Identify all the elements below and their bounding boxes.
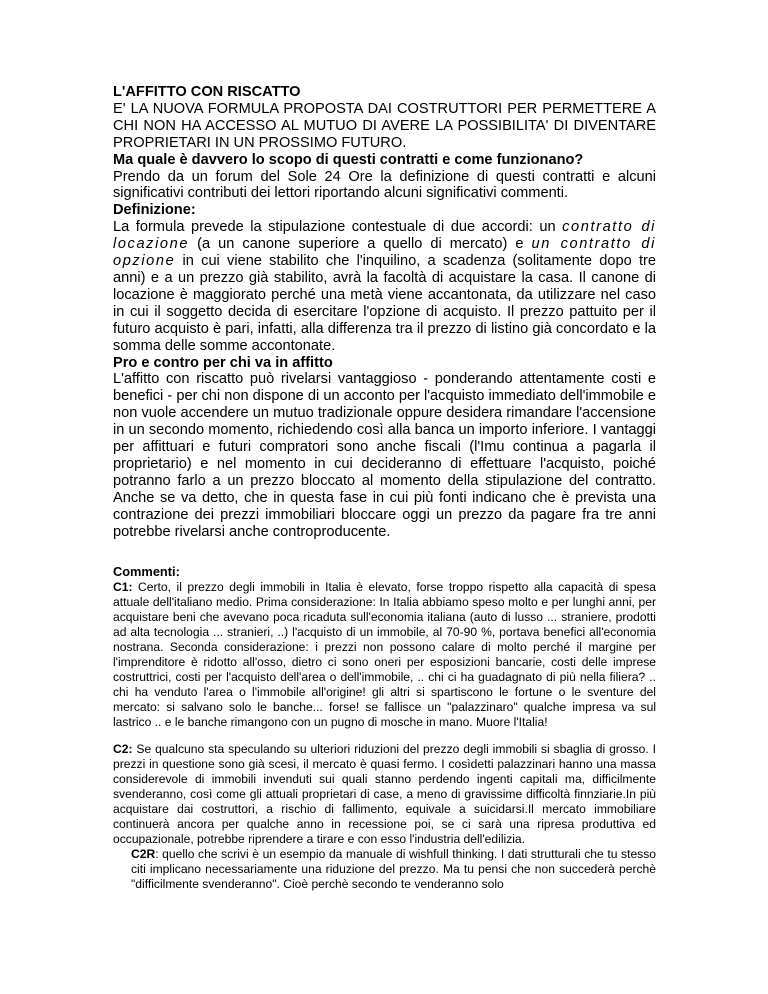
comment-text: Certo, il prezzo degli immobili in Italia è elevato, forse troppo rispetto alla capacità di spesa attuale dell'italiano medio. Prima considerazione: In Italia abbiamo speso molto e per lunghi anni, per acquistare beni che avevano poca ricaduta sull'economia italiana (auto di lusso ... straniere, prodotti ad alta tecnologia ... stranieri, ..) l'acquisto di un immobile, al 70-90 %, portava benefici all'economia nostrana. Seconda considerazione: i prezzi non possono calare di molto perché il margine per l'imprenditore è ridotto all'osso, dietro ci sono oneri per esposizioni bancarie, costi delle imprese costruttrici, costi per l'acquisto dell'area o dell'immobile, .. chi ci ha guadagnato di più nella filiera? .. chi ha venduto l'area o l'immobile all'origine! gli altri si spartiscono le fortune o le sventure del mercato: si salvano solo le banche... forse! se fallisce un "palazzinaro" qualche impresa va sul lastrico .. e le banche rimangono con un pugno di mosche in mano. Muore l'Italia! (113, 579, 656, 730)
comments-section (113, 564, 656, 892)
comment-c1 (113, 580, 656, 731)
definition-text-2: (a un canone superiore a quello di mercato) e (189, 236, 532, 253)
question-heading: Ma quale è davvero lo scopo di questi contratti e come funzionano? (113, 151, 584, 168)
comments-heading: Commenti: (113, 564, 180, 580)
definition-text-3: in cui viene stabilito che l'inquilino, a scadenza (solitamente dopo tre anni) e a un prezzo già stabilito, avrà la facoltà di acquistare la casa. Il canone di locazione è maggiorato perché una metà viene accantonata, da utilizzare nel caso in cui il soggetto decida di esercitare l'opzione di acquisto. Il prezzo pattuito per il futuro acquisto è pari, infatti, alla differenza tra il prezzo di listino già concordato e la somma delle somme accontonate. (113, 253, 656, 354)
document-page (113, 84, 656, 892)
definition-term-locazione: contratto di locazione (113, 219, 657, 253)
comment-label: C1: (113, 579, 133, 594)
definition-term-opzione: un contratto di opzione (113, 236, 656, 270)
intro-caps-paragraph: E' LA NUOVA FORMULA PROPOSTA DAI COSTRUTTORI PER PERMETTERE A CHI NON HA ACCESSO AL MUTUO DI AVERE LA POSSIBILITA' DI DIVENTARE PROPRIETARI IN UN PROSSIMO FUTURO. (113, 100, 656, 151)
pro-contro-heading: Pro e contro per chi va in affitto (113, 354, 333, 371)
article-title: L'AFFITTO CON RISCATTO (113, 84, 301, 100)
definition-paragraph (113, 219, 656, 354)
intro-paragraph: Prendo da un forum del Sole 24 Ore la definizione di questi contratti e alcuni significativi contributi dei lettori riportando alcuni significativi commenti. (113, 168, 656, 202)
definition-text-1: La formula prevede la stipulazione contestuale di due accordi: un (113, 219, 563, 236)
comment-label: C2: (113, 741, 133, 756)
comment-reply-c2r (113, 847, 656, 892)
reply-text: : quello che scrivi è un esempio da manuale di wishfull thinking. I dati strutturali che tu stesso citi implicano necessariamente una riduzione del prezzo. Ma tu pensi che non succederà perchè "difficilmente svenderanno". Cioè perchè secondo te venderanno solo (131, 847, 656, 892)
definition-heading: Definizione: (113, 202, 196, 219)
pro-contro-paragraph: L'affitto con riscatto può rivelarsi vantaggioso - ponderando attentamente costi e benefici - per chi non dispone di un acconto per l'acquisto immediato dell'immobile e non vuole accendere un mutuo tradizionale oppure desidera rimandare l'accensione in un secondo momento, richiedendo così alla banca un importo inferiore. I vantaggi per affittuari e futuri compratori sono anche fiscali (l'Imu continua a pagarla il proprietario) e nel momento in cui decideranno di effettuare l'acquisto, poiché potranno farlo a un prezzo bloccato al momento della stipulazione del contratto. Anche se va detto, che in questa fase in cui più fonti indicano che è prevista una contrazione dei prezzi immobiliari bloccare oggi un prezzo da pagare fra tre anni potrebbe rivelarsi anche controproducente. (113, 371, 656, 540)
reply-label: C2R (131, 847, 156, 862)
article-body (113, 84, 656, 540)
comment-c2 (113, 742, 656, 848)
comment-spacer (113, 731, 656, 742)
comment-text: Se qualcuno sta speculando su ulteriori riduzioni del prezzo degli immobili si sbaglia di grosso. I prezzi in questione sono già scesi, il mercato è quasi fermo. I cosìdetti palazzinari hanno una massa considerevole di immobili invenduti sui quali stanno perdendo ingenti capitali ma, difficilmente svenderanno, così come gli attuali proprietari di case, a meno di gravissime difficoltà finnziarie.In più acquistare dai costruttori, a rischio di fallimento, equivale a suicidarsi.Il mercato immobiliare continuerà ancora per qualche anno in recessione poi, se ci sarà una ripresa produttiva ed occupazionale, potrebbe riprendere a tirare e con esso l'industria dell'edilizia. (113, 741, 656, 847)
